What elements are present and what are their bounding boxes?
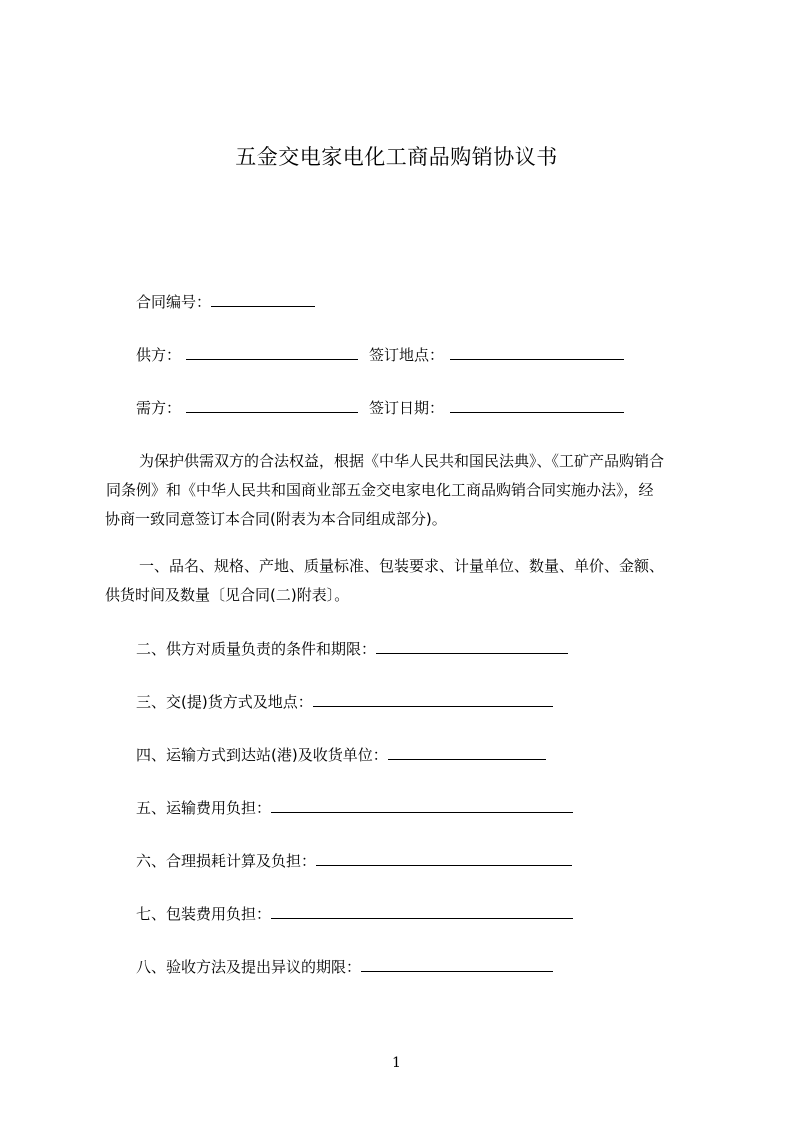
clause-4-field[interactable] <box>388 745 546 760</box>
clause-5-label: 五、运输费用负担： <box>136 799 272 817</box>
clause-3-row <box>136 692 553 712</box>
document-title: 五金交电家电化工商品购销协议书 <box>235 145 558 169</box>
intro-line: 同条例》和《中华人民共和国商业部五金交电家电化工商品购销合同实施办法》，经 <box>106 481 654 499</box>
clause-8-field[interactable] <box>361 957 553 972</box>
clause-4-row <box>136 745 546 765</box>
clause-2-field[interactable] <box>376 639 568 654</box>
clause-2-row <box>136 639 568 659</box>
clause-1-line: 供货时间及数量〔见合同(二)附表〕。 <box>105 586 350 604</box>
clause-6-field[interactable] <box>316 851 572 866</box>
supplier-label-row <box>136 345 181 365</box>
contract-number-field[interactable] <box>211 292 315 307</box>
clause-3-field[interactable] <box>313 692 553 707</box>
clause-1-line: 一、品名、规格、产地、质量标准、包装要求、计量单位、数量、单价、金额、 <box>139 557 665 575</box>
sign-place-label: 签订地点： <box>369 346 445 364</box>
clause-4-label: 四、运输方式到达站(港)及收货单位： <box>136 746 388 764</box>
clause-7-label: 七、包装费用负担： <box>136 905 272 923</box>
clause-3-label: 三、交(提)货方式及地点： <box>136 693 313 711</box>
intro-paragraph <box>105 447 705 534</box>
contract-number-row <box>136 292 315 312</box>
clause-8-label: 八、验收方法及提出异议的期限： <box>136 958 362 976</box>
supplier-field[interactable] <box>186 345 358 360</box>
buyer-label-row <box>136 398 181 418</box>
clause-2-label: 二、供方对质量负责的条件和期限： <box>136 640 377 658</box>
clause-8-row <box>136 957 553 977</box>
buyer-field[interactable] <box>186 398 358 413</box>
clause-7-row <box>136 904 573 924</box>
contract-number-label: 合同编号： <box>136 293 212 311</box>
clause-5-field[interactable] <box>271 798 573 813</box>
clause-1-paragraph <box>105 552 725 610</box>
sign-date-row <box>369 398 444 418</box>
clause-5-row <box>136 798 573 818</box>
clause-7-field[interactable] <box>271 904 573 919</box>
clause-6-row <box>136 851 572 871</box>
intro-line: 协商一致同意签订本合同(附表为本合同组成部分)。 <box>105 510 447 528</box>
sign-date-label: 签订日期： <box>369 399 445 417</box>
supplier-label: 供方： <box>136 346 182 364</box>
sign-date-field[interactable] <box>450 398 624 413</box>
sign-place-row <box>369 345 444 365</box>
sign-place-field[interactable] <box>450 345 624 360</box>
buyer-label: 需方： <box>136 399 182 417</box>
clause-6-label: 六、合理损耗计算及负担： <box>136 852 317 870</box>
page-number: 1 <box>392 1055 401 1071</box>
intro-line: 为保护供需双方的合法权益，根据《中华人民共和国民法典》、《工矿产品购销合 <box>139 452 665 470</box>
